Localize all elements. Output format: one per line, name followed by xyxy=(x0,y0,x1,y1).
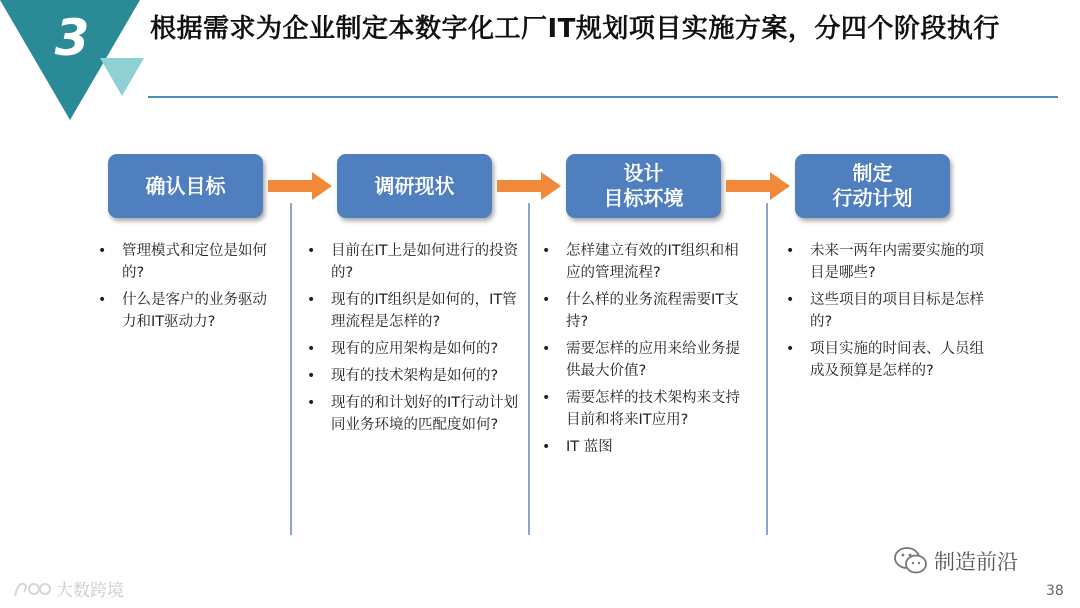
page-title: 根据需求为企业制定本数字化工厂IT规划项目实施方案，分四个阶段执行 xyxy=(150,14,1000,44)
column-confirm-goals xyxy=(96,240,274,338)
list-item: • 现有的IT组织是如何的，IT管理流程是怎样的? xyxy=(307,292,517,330)
list-item: • 什么是客户的业务驱动力和IT驱动力? xyxy=(98,292,267,330)
step-box-confirm-goals xyxy=(108,154,263,218)
column-divider xyxy=(528,203,530,535)
step-label: 制定 行动计划 xyxy=(832,161,913,210)
list-item: • 这些项目的项目目标是怎样的? xyxy=(786,292,984,330)
page-number: 38 xyxy=(1046,583,1064,599)
arrow-right-icon xyxy=(726,172,790,200)
list-item: • 需要怎样的应用来给业务提供最大价值? xyxy=(542,341,740,379)
arrow-right-icon xyxy=(268,172,332,200)
column-survey-status xyxy=(305,240,520,441)
wechat-account xyxy=(894,546,1018,576)
column-divider xyxy=(290,203,292,535)
arrow-right-icon xyxy=(497,172,561,200)
list-item: • 项目实施的时间表、人员组成及预算是怎样的? xyxy=(786,341,984,379)
step-box-design-target xyxy=(566,154,721,218)
list-item: • IT 蓝图 xyxy=(542,439,613,455)
wechat-name: 制造前沿 xyxy=(934,550,1018,574)
list-item: • 未来一两年内需要实施的项目是哪些? xyxy=(786,243,984,281)
watermark-text: 大数跨境 xyxy=(56,581,124,601)
watermark-logo-icon xyxy=(12,578,52,600)
list-item: • 管理模式和定位是如何的? xyxy=(98,243,267,281)
column-divider xyxy=(766,203,768,535)
step-label: 确认目标 xyxy=(145,173,226,198)
list-item: • 目前在IT上是如何进行的投资的? xyxy=(307,243,519,281)
list-item: • 现有的技术架构是如何的? xyxy=(307,368,499,384)
step-box-action-plan xyxy=(795,154,950,218)
step-label: 调研现状 xyxy=(374,173,455,198)
section-number: 3 xyxy=(54,9,90,67)
step-box-survey-status xyxy=(337,154,492,218)
list-item: • 怎样建立有效的IT组织和相应的管理流程? xyxy=(542,243,739,281)
list-item: • 什么样的业务流程需要IT支持? xyxy=(542,292,739,330)
column-action-plan xyxy=(784,240,994,387)
wechat-icon xyxy=(894,547,928,575)
watermark xyxy=(12,576,124,601)
list-item: • 需要怎样的技术架构来支持目前和将来IT应用? xyxy=(542,390,740,428)
list-item: • 现有的应用架构是如何的? xyxy=(307,341,499,357)
step-label: 设计 目标环境 xyxy=(603,161,684,210)
column-design-target xyxy=(540,240,750,463)
list-item: • 现有的和计划好的IT行动计划同业务环境的匹配度如何? xyxy=(307,395,519,433)
title-divider xyxy=(148,96,1058,98)
